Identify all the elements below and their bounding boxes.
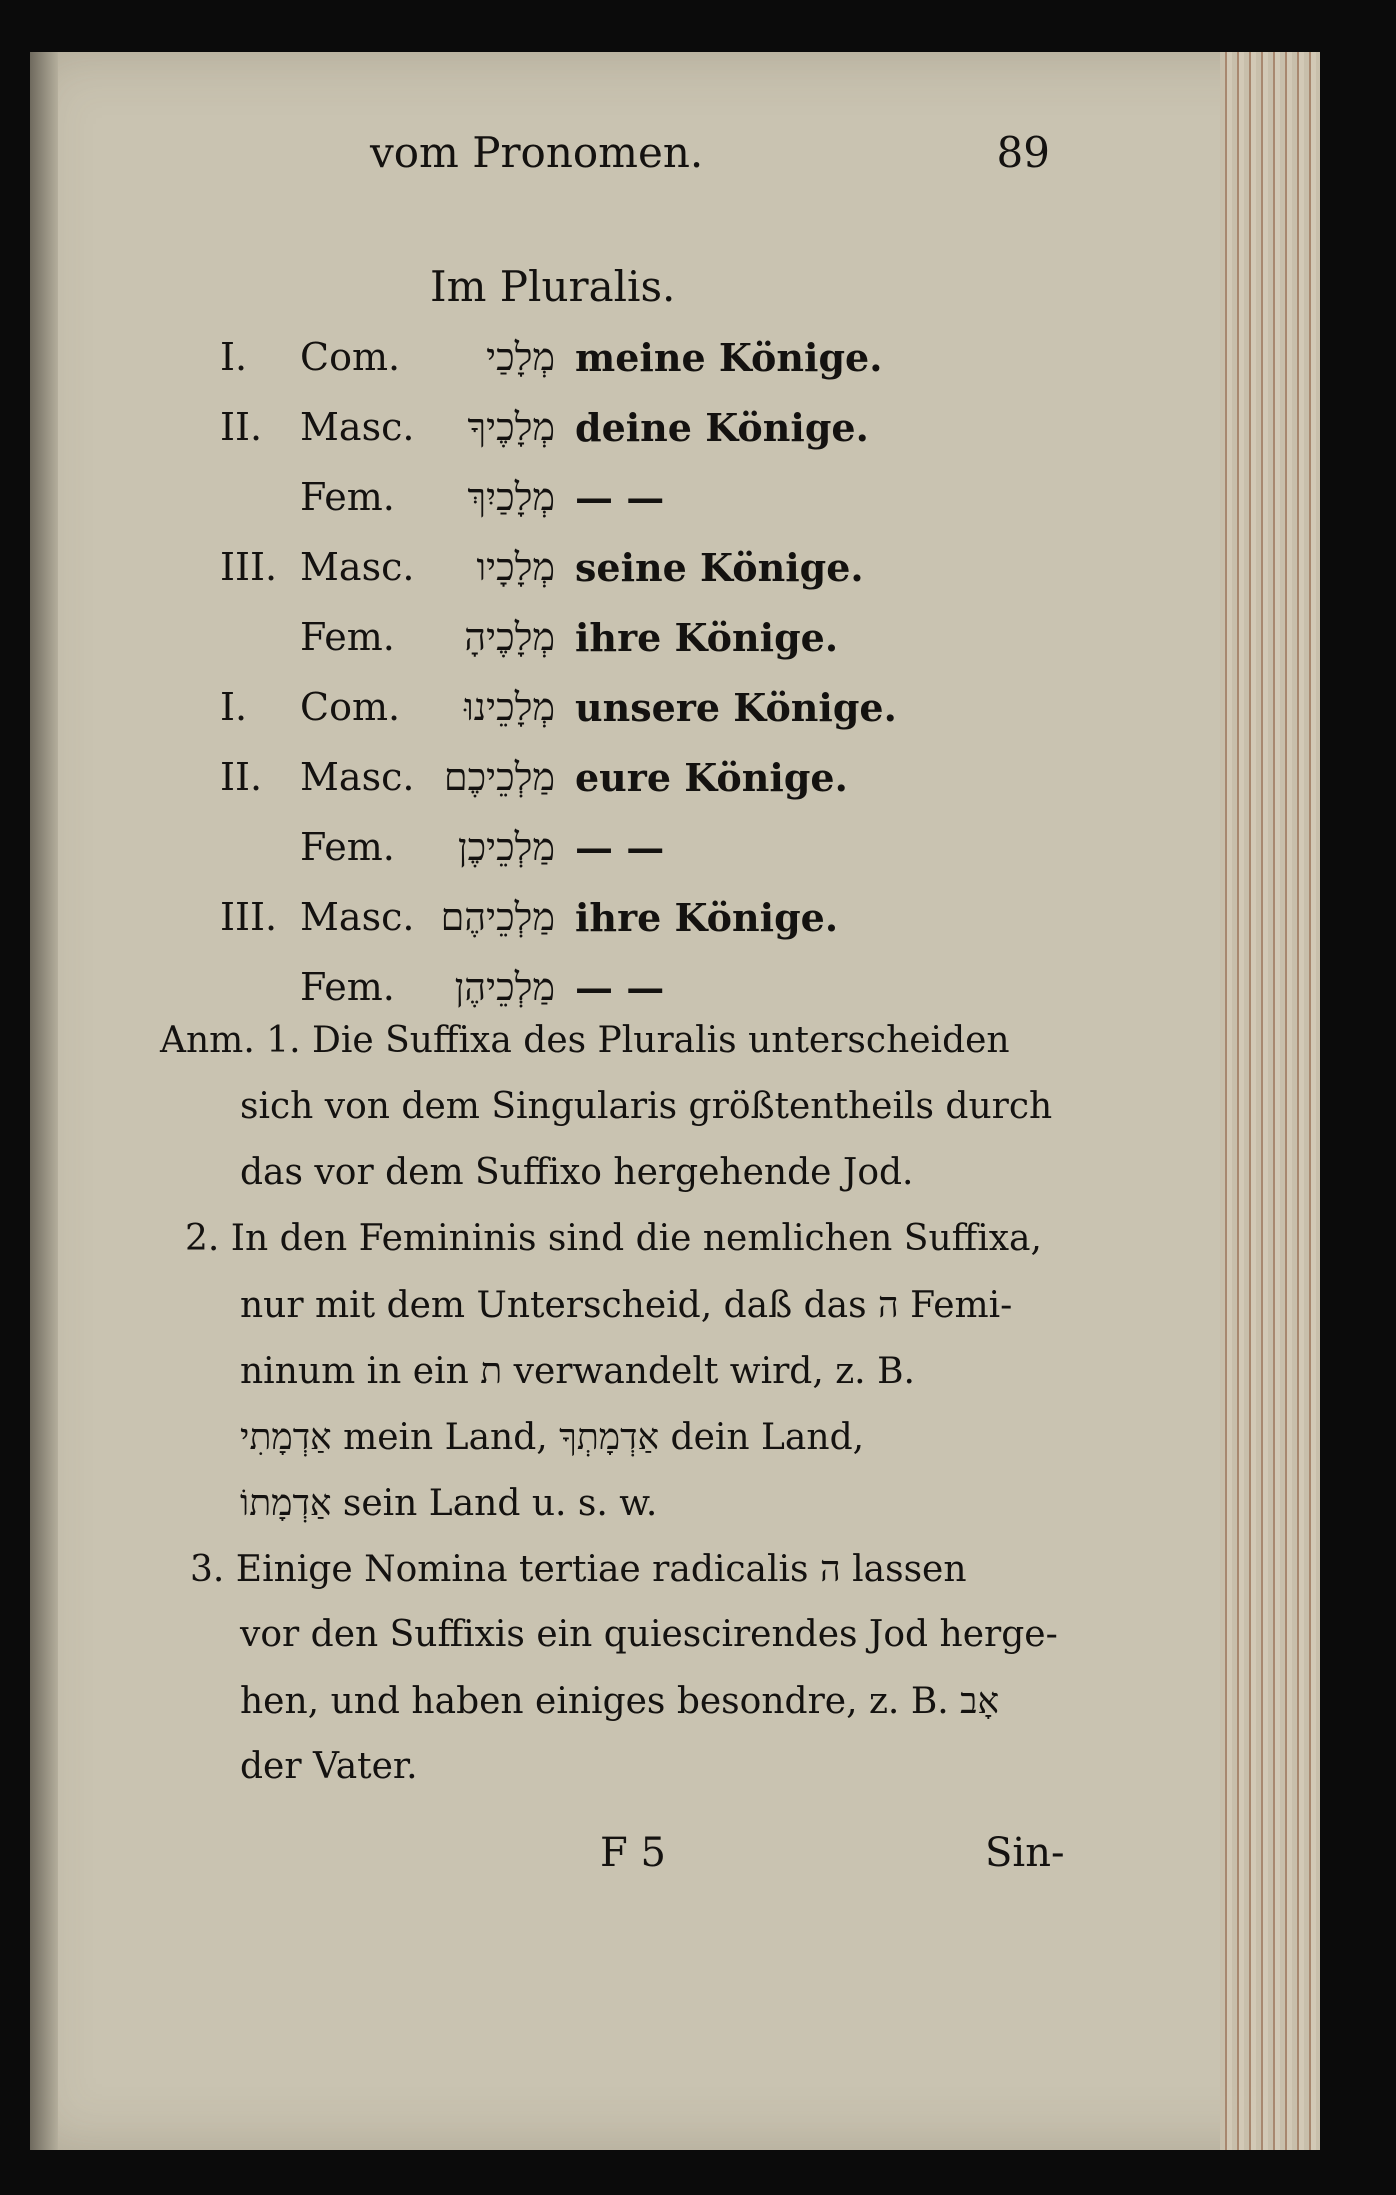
gender-label: Masc. [300,895,415,939]
paradigm-row [220,545,920,605]
person-number: III. [220,895,278,939]
paradigm-row [220,475,920,535]
note-line: אַדְמָתִי mein Land, אַדְמָתְךָ dein Land, [240,1417,865,1458]
note-line: אַדְמָתוֹ sein Land u. s. w. [240,1483,658,1524]
german-translation: ihre Könige. [575,895,839,940]
hebrew-form: מְלָכַיִךְ [467,475,555,519]
note-line: 3. Einige Nomina tertiae radicalis ה lassen [190,1549,967,1590]
note-line: 2. In den Femininis sind die nemlichen Suffixa, [185,1218,1042,1259]
paradigm-row [220,895,920,955]
gender-label: Com. [300,685,401,729]
person-number: III. [220,545,278,589]
gender-label: Fem. [300,965,395,1009]
note-line: das vor dem Suffixo hergehende Jod. [240,1152,914,1193]
note-line: Anm. 1. Die Suffixa des Pluralis unterscheiden [160,1020,1010,1061]
german-translation: deine Könige. [575,405,869,450]
gender-label: Masc. [300,405,415,449]
note-line: nur mit dem Unterscheid, daß das ה Femi- [240,1285,1013,1326]
hebrew-form: מַלְכֵיכֶן [457,825,555,869]
note-line: sich von dem Singularis größtentheils durch [240,1086,1053,1127]
hebrew-form: מַלְכֵיהֶם [440,895,555,939]
gender-label: Masc. [300,545,415,589]
person-number: I. [220,685,248,729]
hebrew-form: מְלָכָיו [476,545,555,589]
paradigm-row [220,755,920,815]
german-translation: — — [575,825,665,870]
german-translation: ihre Könige. [575,615,839,660]
paradigm-row [220,405,920,465]
german-translation: seine Könige. [575,545,864,590]
signature-mark: F 5 [600,1830,666,1876]
hebrew-form: מְלָכַי [486,335,555,379]
paradigm-row [220,615,920,675]
person-number: II. [220,755,263,799]
paradigm-row [220,335,920,395]
hebrew-form: מְלָכֶיהָ [464,615,555,659]
note-line: vor den Suffixis ein quiescirendes Jod herge- [240,1614,1058,1655]
german-translation: meine Könige. [575,335,883,380]
note-line: hen, und haben einiges besondre, z. B. אָב [240,1681,1000,1722]
page-edges [1220,52,1320,2150]
german-translation: eure Könige. [575,755,848,800]
german-translation: unsere Könige. [575,685,897,730]
gender-label: Fem. [300,475,395,519]
hebrew-form: מַלְכֵיהֶן [454,965,555,1009]
running-title: vom Pronomen. [370,128,704,177]
page-number: 89 [996,128,1050,177]
paradigm-row [220,685,920,745]
hebrew-form: מְלָכֵינוּ [464,685,555,729]
paradigm-row [220,965,920,1025]
hebrew-form: מְלָכֶיךָ [467,405,555,449]
catchword: Sin- [985,1830,1065,1876]
person-number: I. [220,335,248,379]
section-title: Im Pluralis. [430,262,676,311]
german-translation: — — [575,965,665,1010]
note-line: ninum in ein ת verwandelt wird, z. B. [240,1351,915,1392]
hebrew-form: מַלְכֵיכֶם [443,755,555,799]
gender-label: Masc. [300,755,415,799]
note-line: der Vater. [240,1746,418,1787]
person-number: II. [220,405,263,449]
gender-label: Fem. [300,825,395,869]
gender-label: Com. [300,335,401,379]
gender-label: Fem. [300,615,395,659]
running-header [370,128,1050,188]
german-translation: — — [575,475,665,520]
paradigm-row [220,825,920,885]
page-gutter [30,52,58,2150]
